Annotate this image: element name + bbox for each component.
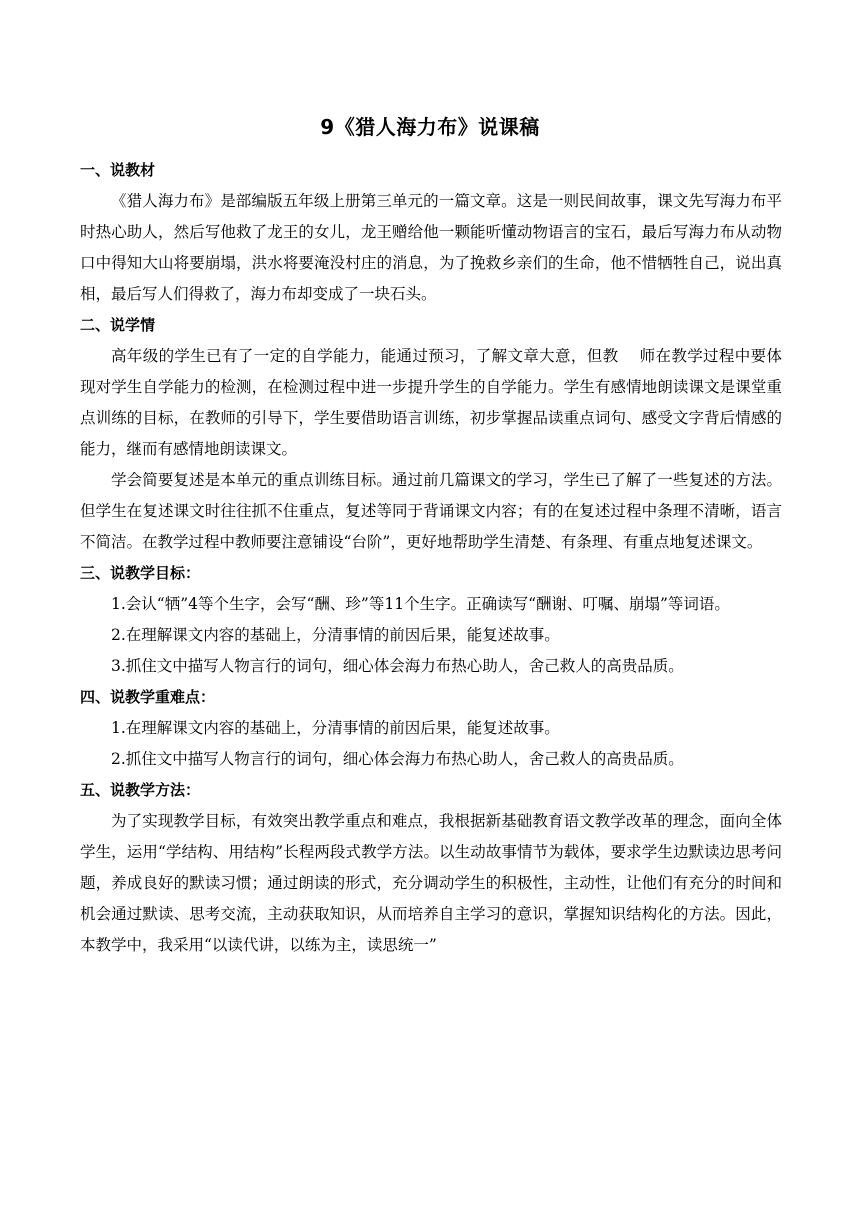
list-item: 2.在理解课文内容的基础上，分清事情的前因后果，能复述故事。 — [111, 626, 560, 644]
section-heading: 三、说教学目标： — [80, 564, 201, 582]
list-item: 2.抓住文中描写人物言行的词句，细心体会海力布热心助人，舍己救人的高贵品质。 — [111, 750, 684, 768]
paragraph: 学会简要复述是本单元的重点训练目标。通过前几篇课文的学习，学生已了解了一些复述的方法。但学生在复述课文时往往抓不住重点，复述等同于背诵课文内容；有的在复述过程中条理不清晰，语言不简洁。在教学过程中教师要注意铺设“台阶”，更好地帮助学生清楚、有条理、有重点地复述课文。 — [80, 471, 782, 551]
list-item: 3.抓住文中描写人物言行的词句，细心体会海力布热心助人，舍己救人的高贵品质。 — [111, 657, 684, 675]
document-title: 9《猎人海力布》说课稿 — [320, 115, 540, 139]
section-heading: 四、说教学重难点： — [80, 688, 216, 706]
section-textbook — [80, 155, 782, 310]
list-item: 1.会认“牺”4等个生字，会写“酬、珍”等11个生字。正确读写“酬谢、叮嘱、崩塌”等词语。 — [111, 595, 730, 613]
paragraph: 为了实现教学目标，有效突出教学重点和难点，我根据新基础教育语文教学改革的理念，面向全体学生，运用“学结构、用结构”长程两段式教学方法。以生动故事情节为载体，要求学生边默读边思考问题，养成良好的默读习惯；通过朗读的形式，充分调动学生的积极性，主动性，让他们有充分的时间和机会通过默读、思考交流，主动获取知识，从而培养自主学习的意识，掌握知识结构化的方法。因此，本教学中，我采用“以读代讲，以练为主，读思统一” — [80, 812, 782, 954]
section-key-difficulties — [80, 682, 782, 775]
section-teaching-methods — [80, 775, 782, 961]
section-heading: 二、说学情 — [80, 316, 156, 334]
paragraph: 高年级的学生已有了一定的自学能力，能通过预习，了解文章大意，但教 师在教学过程中要体现对学生自学能力的检测，在检测过程中进一步提升学生的自学能力。学生有感情地朗读课文是课堂重点训练的目标，在教师的引导下，学生要借助语言训练，初步掌握品读重点词句、感受文字背后情感的能力，继而有感情地朗读课文。 — [80, 347, 782, 458]
section-teaching-objectives — [80, 558, 782, 682]
list-item: 1.在理解课文内容的基础上，分清事情的前因后果，能复述故事。 — [111, 719, 560, 737]
paragraph: 《猎人海力布》是部编版五年级上册第三单元的一篇文章。这是一则民间故事，课文先写海力布平时热心助人，然后写他救了龙王的女儿，龙王赠给他一颗能听懂动物语言的宝石，最后写海力布从动物口中得知大山将要崩塌，洪水将要淹没村庄的消息，为了挽救乡亲们的生命，他不惜牺牲自己，说出真相，最后写人们得救了，海力布却变成了一块石头。 — [80, 192, 782, 303]
section-student-analysis — [80, 310, 782, 558]
section-heading: 一、说教材 — [80, 161, 156, 179]
document-body — [80, 155, 782, 961]
section-heading: 五、说教学方法： — [80, 781, 201, 799]
